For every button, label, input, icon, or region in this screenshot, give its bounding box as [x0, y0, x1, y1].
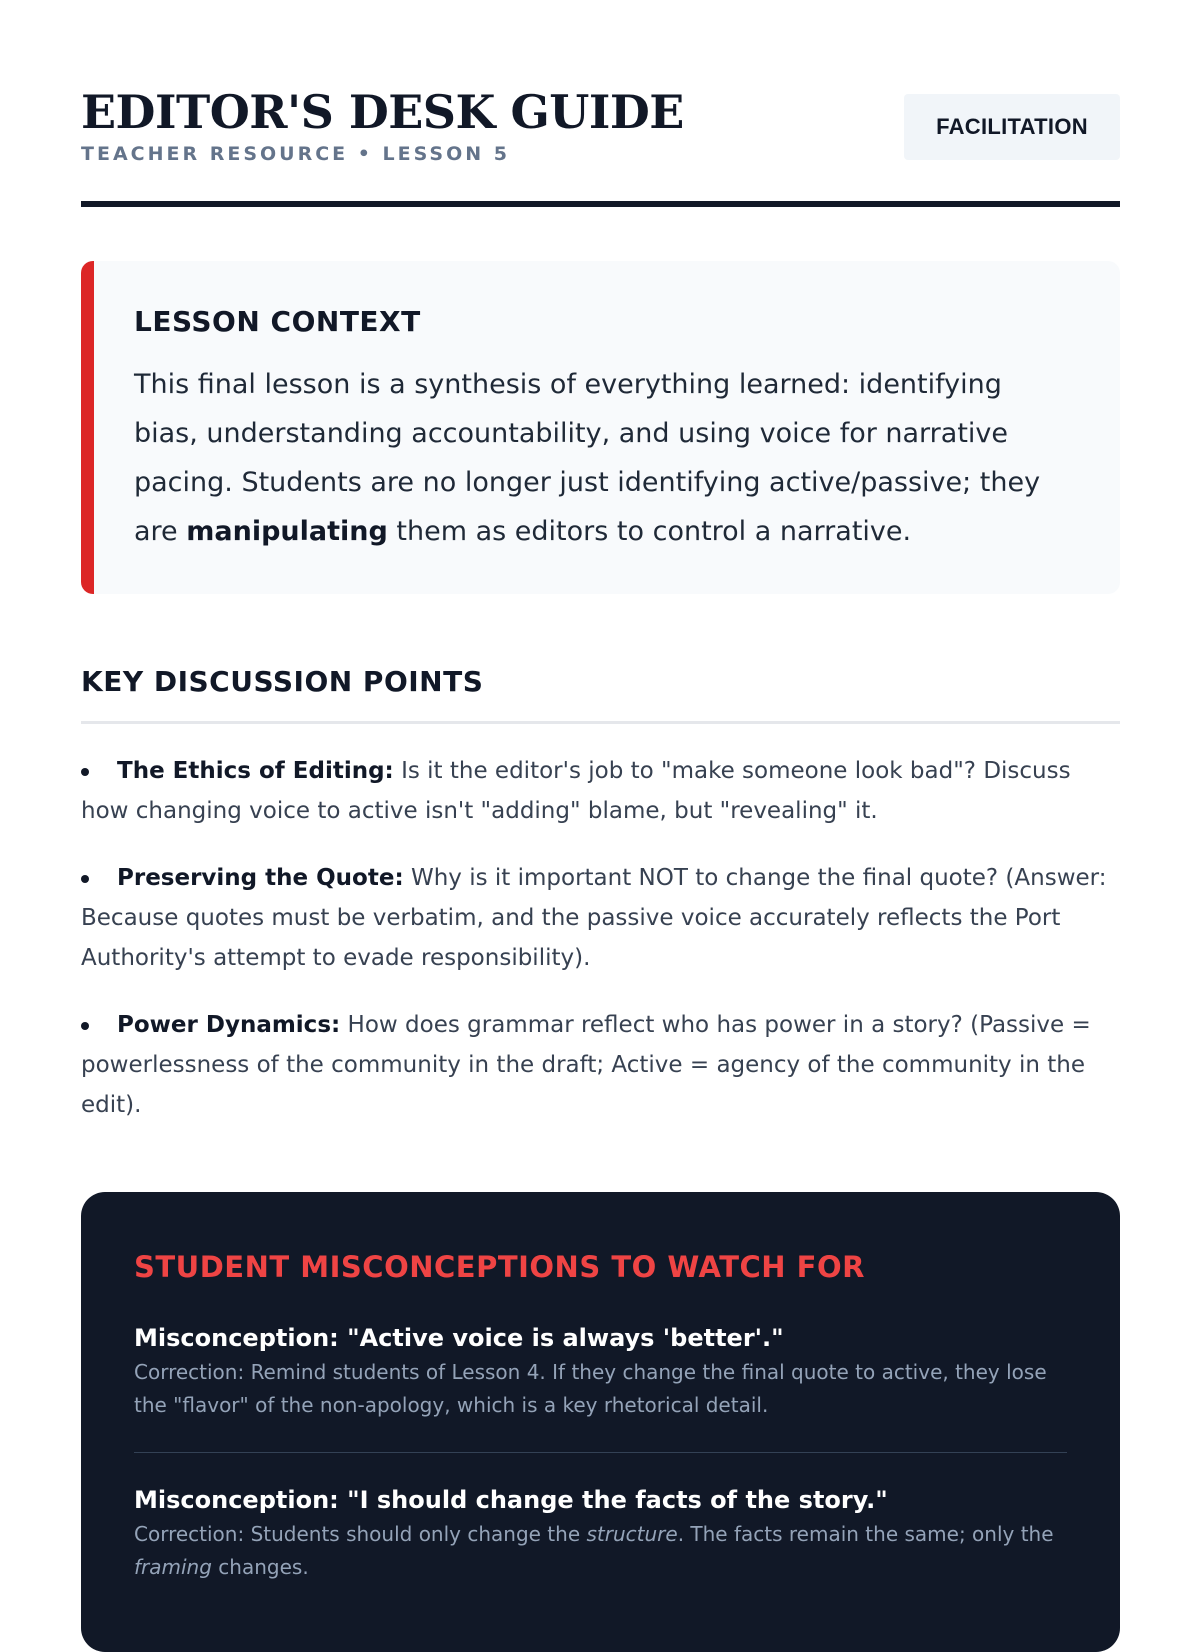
misconception-divider [134, 1452, 1067, 1453]
guide-page [81, 0, 1120, 1579]
discussion-point-label: Preserving the Quote: [117, 865, 404, 891]
misconception-item [134, 1482, 1064, 1584]
discussion-point-text: Is it the editor's job to "make someone look bad"? Discuss how changing voice to active isn't "adding" blame, but "revealing" it. [81, 758, 1071, 824]
correction-text: . The facts remain the same; only the [677, 1522, 1054, 1546]
discussion-point-text: Why is it important NOT to change the final quote? (Answer: Because quotes must be verbatim, and the passive voice accurately reflects the Port Authority's attempt to evade responsibility). [81, 865, 1107, 971]
callout-accent-bar [81, 261, 94, 594]
discussion-points-list [81, 751, 1120, 1152]
correction-text: changes. [211, 1555, 309, 1579]
misconception-title: Misconception: "I should change the facts of the story." [134, 1486, 888, 1514]
list-item [81, 858, 1120, 978]
bullet-icon [81, 768, 89, 776]
correction-text: Correction: Students should only change the [134, 1522, 587, 1546]
context-text-emphasis: manipulating [186, 516, 388, 547]
discussion-divider [81, 721, 1120, 724]
page-subtitle: TEACHER RESOURCE • LESSON 5 [81, 143, 511, 165]
discussion-point-label: Power Dynamics: [117, 1012, 341, 1038]
correction-emphasis: structure [586, 1522, 678, 1546]
page-header [81, 0, 1120, 207]
list-item [81, 1005, 1120, 1125]
misconceptions-panel [81, 1192, 1120, 1652]
misconception-correction [134, 1518, 1064, 1584]
correction-emphasis: framing [134, 1555, 212, 1579]
facilitation-badge: FACILITATION [904, 94, 1120, 160]
context-text-end: them as editors to control a narrative. [387, 516, 912, 547]
misconception-item [134, 1320, 1064, 1422]
misconception-title: Misconception: "Active voice is always 'better'." [134, 1324, 784, 1352]
lesson-context-callout [81, 261, 1120, 594]
discussion-point-text: How does grammar reflect who has power in a story? (Passive = powerlessness of the community in the draft; Active = agency of the community in the edit). [81, 1012, 1091, 1118]
header-divider [81, 201, 1120, 207]
page-title: EDITOR'S DESK GUIDE [81, 85, 684, 139]
misconception-correction: Correction: Remind students of Lesson 4. If they change the final quote to active, they lose the "flavor" of the non-apology, which is a key rhetorical detail. [134, 1360, 1047, 1417]
misconceptions-heading: STUDENT MISCONCEPTIONS TO WATCH FOR [134, 1250, 865, 1284]
lesson-context-heading: LESSON CONTEXT [134, 305, 421, 338]
context-text-start: This final lesson is a synthesis of everything learned: identifying bias, understanding accountability, and using voice for narrative pacing. Students are no longer just identifying active/passive; they are [134, 369, 1041, 547]
list-item [81, 751, 1120, 831]
discussion-point-label: The Ethics of Editing: [117, 758, 394, 784]
bullet-icon [81, 1022, 89, 1030]
discussion-points-heading: KEY DISCUSSION POINTS [81, 665, 484, 698]
bullet-icon [81, 875, 89, 883]
lesson-context-body [134, 360, 1074, 556]
